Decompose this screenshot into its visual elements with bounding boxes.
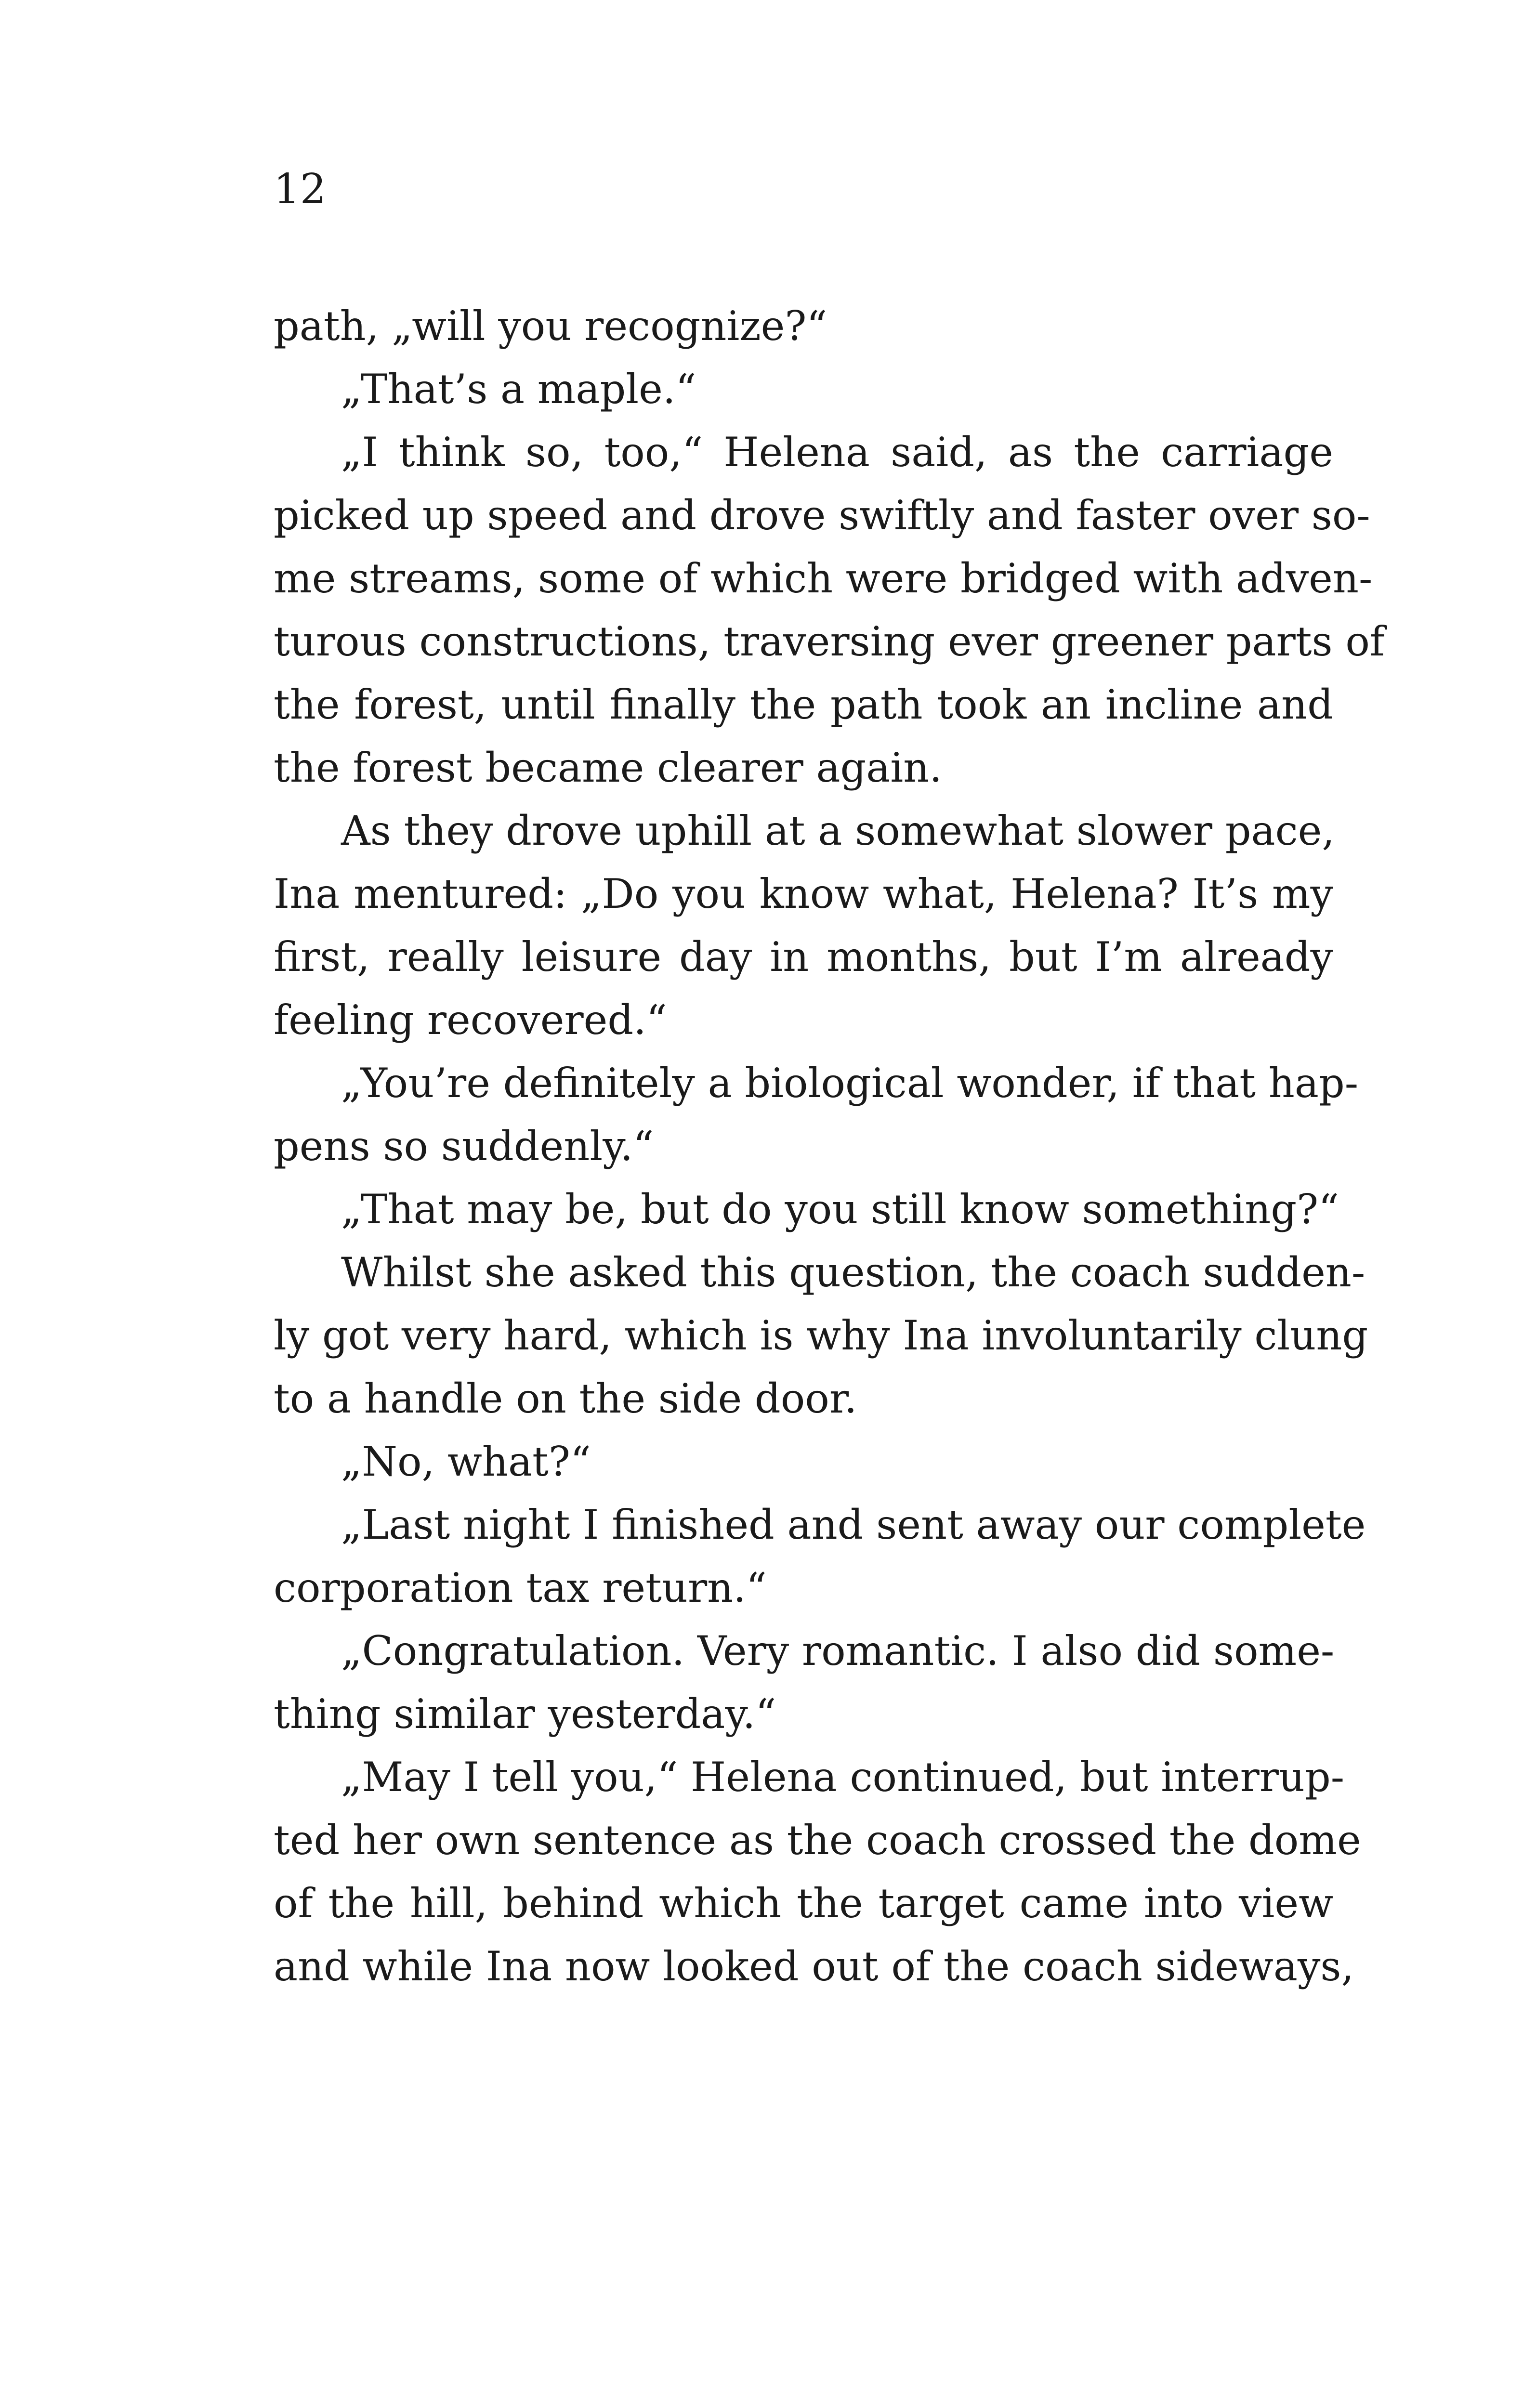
text-line: corporation tax return.“ (274, 1564, 767, 1611)
text-line: to a handle on the side door. (274, 1375, 857, 1422)
text-line: feeling recovered.“ (274, 996, 667, 1044)
text-line: „That’s a maple.“ (341, 366, 696, 413)
text-line: the forest became clearer again. (274, 744, 943, 791)
text-line: ted her own sentence as the coach crossed the dome (274, 1817, 1361, 1864)
text-line: me streams, some of which were bridged with adven- (274, 555, 1373, 602)
text-line: „I think so, too,“ Helena said, as the carriage (341, 429, 1333, 476)
text-line: „Last night I finished and sent away our complete (341, 1501, 1366, 1548)
text-line: „Congratulation. Very romantic. I also did some- (341, 1627, 1335, 1675)
text-line: „May I tell you,“ Helena continued, but interrup- (341, 1754, 1345, 1801)
page-number: 12 (274, 165, 327, 213)
text-line: pens so suddenly.“ (274, 1123, 654, 1170)
text-line: Whilst she asked this question, the coach sudden- (341, 1249, 1365, 1296)
text-line: picked up speed and drove swiftly and faster over so- (274, 492, 1370, 539)
text-line: of the hill, behind which the target came into view (274, 1880, 1333, 1927)
text-line: As they drove uphill at a somewhat slower pace, (341, 807, 1335, 854)
text-line: „That may be, but do you still know something?“ (341, 1186, 1339, 1233)
text-line: the forest, until finally the path took an incline and (274, 681, 1333, 728)
text-line: first, really leisure day in months, but I’m already (274, 933, 1333, 981)
text-line: Ina mentured: „Do you know what, Helena? It’s my (274, 870, 1333, 917)
text-line: ly got very hard, which is why Ina involuntarily clung (274, 1312, 1368, 1359)
text-line: path, „will you recognize?“ (274, 302, 827, 350)
text-line: „No, what?“ (341, 1438, 591, 1485)
text-line: thing similar yesterday.“ (274, 1690, 776, 1738)
body-text (274, 295, 1385, 1998)
text-line: and while Ina now looked out of the coach sideways, (274, 1943, 1354, 1990)
text-line: „You’re definitely a biological wonder, if that hap- (341, 1060, 1359, 1107)
text-line: turous constructions, traversing ever greener parts of (274, 618, 1385, 665)
